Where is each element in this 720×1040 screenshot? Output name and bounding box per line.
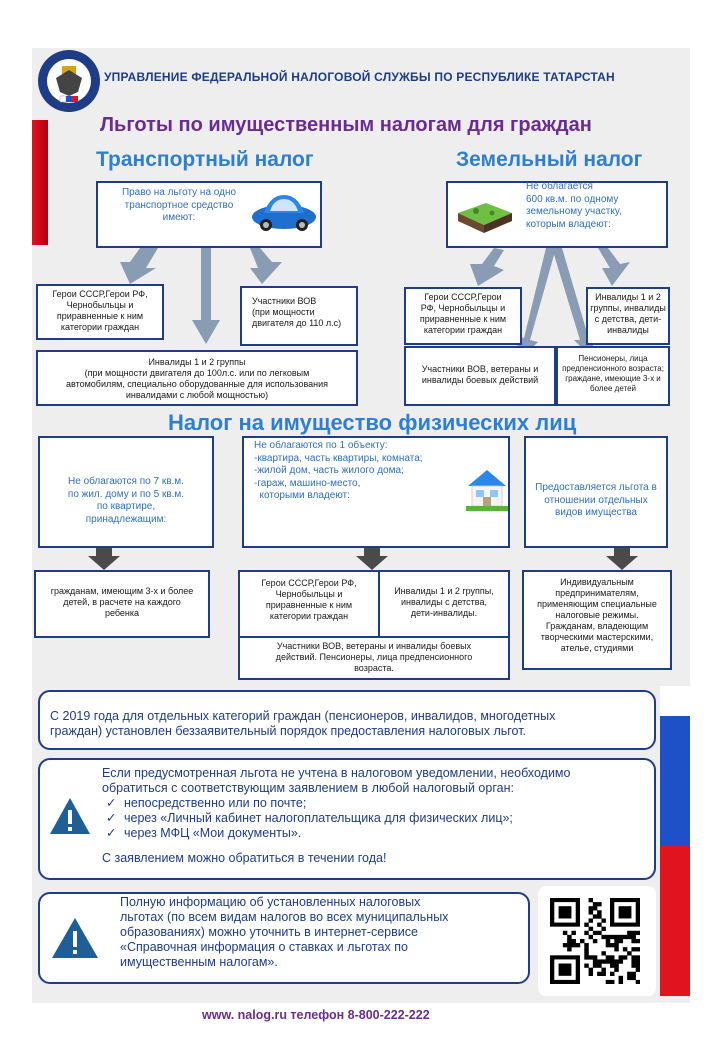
transport-top-line2: транспортное средство [124,199,234,211]
transport-veterans-line1: Участники ВОВ [252,296,317,306]
land-top-line1: Не облагается [526,181,593,192]
property-mid-heroes-box [238,570,380,638]
land-heroes-box [404,287,522,345]
transport-disabled-line2: (при мощности двигателя до 100л.с. или по легковым [84,368,310,378]
transport-disabled-box [36,350,358,406]
transport-heroes-line4: категории граждан [60,322,140,332]
property-mid-veterans-box [238,636,510,680]
property-left-top-line1: Не облагаются по 7 кв.м. [68,476,184,487]
car-icon [250,191,318,233]
property-mid-veterans-line3: возраста. [354,663,394,673]
land-veterans-line1: Участники ВОВ, ветераны и [421,364,539,374]
qr-code-icon [550,898,640,984]
property-mid-top-box [242,436,510,548]
warning-icon [50,916,100,960]
transport-heroes-line2: Чернобыльцы и [66,300,134,310]
land-heroes-line3: приравненные к ним [419,314,507,324]
transport-heroes-line3: приравненные к ним [56,311,144,321]
property-mid-veterans-line1: Участники ВОВ, ветераны и инвалиды боевых [276,641,472,651]
notice-apply-box [38,758,656,880]
notice-apply-intro2: обратиться с соответствующим заявлением в любой налоговый орган: [102,781,514,795]
transport-top-line1: Право на льготу на одно [121,187,237,198]
warning-icon [48,796,92,836]
notice-apply-outro: С заявлением можно обратиться в течении года! [102,851,387,865]
property-mid-top-line4: -гараж, машино-место, [254,477,361,489]
property-mid-disabled-line2: инвалиды с детства, [401,597,487,607]
transport-disabled-line1: Инвалиды 1 и 2 группы [148,357,246,367]
land-heroes-line2: РФ, Чернобыльцы и [420,303,506,313]
land-veterans-box [404,346,556,406]
property-right-bottom-box [522,570,672,670]
land-top-line2: 600 кв.м. по одному [526,193,619,205]
property-mid-disabled-line3: дети-инвалиды. [410,608,478,618]
notice-info-line1: Полную информацию об установленных налоговых [120,895,421,909]
transport-disabled-line4: инвалидами с любой мощностью) [125,390,269,400]
property-left-bottom-line3: ребенка [104,608,140,618]
property-tax-heading: Налог на имущество физических лиц [168,410,577,435]
transport-top-box [96,181,322,248]
property-right-top-line3: видов имущества [555,507,637,518]
property-mid-top-line1: Не облагаются по 1 объекту: [254,440,388,451]
property-mid-top-line2: -квартира, часть квартиры, комната; [254,452,423,464]
org-name: УПРАВЛЕНИЕ ФЕДЕРАЛЬНОЙ НАЛОГОВОЙ СЛУЖБЫ ПО РЕСПУБЛИКЕ ТАТАРСТАН [104,70,615,84]
notice-apply-list [102,796,654,841]
transport-disabled-line3: автомобилям, специально оборудованные для использования [65,379,329,389]
land-pensioners-line3: граждане, имеющие 3-х и [565,374,661,383]
transport-tax-heading: Транспортный налог [96,148,314,171]
land-top-box [446,181,668,248]
property-mid-top-line3: -жилой дом, часть жилого дома; [254,465,404,476]
notice-2019-box [38,690,656,750]
transport-heroes-line1: Герои СССР,Герои РФ, [52,289,148,299]
notice-apply-item-cabinet: ✓ через «Личный кабинет налогоплательщика для физических лиц»; [102,811,654,826]
land-pensioners-line4: более детей [590,384,636,393]
transport-veterans-line3: двигателя до 110 л.с) [252,318,342,328]
transport-veterans-line2: (при мощности [252,307,315,317]
land-disabled-line3: с детства, дети- [594,314,662,324]
property-mid-heroes-line1: Герои СССР,Герои РФ, [261,578,357,588]
property-left-bottom-line1: гражданам, имеющим 3-х и более [50,586,194,596]
land-top-line4: которым владеют: [526,218,611,230]
notice-info-line3: образованиях) можно уточнить в интернет-сервисе [120,925,418,939]
notice-2019-line2: граждан) установлен беззаявительный порядок предоставления налоговых льгот. [50,724,527,738]
property-right-bottom-line1: Индивидуальным [560,577,634,587]
land-disabled-line4: инвалиды [607,325,649,335]
property-mid-disabled-line1: Инвалиды 1 и 2 группы, [394,586,494,596]
property-left-top-box [38,436,214,548]
property-right-bottom-line2: предпринимателям, [555,588,639,598]
notice-info-line4: «Справочная информация о ставках и льготах по [120,940,408,954]
land-disabled-box [586,287,670,345]
property-left-top-line2: по жил. дому и по 5 кв.м. [67,488,185,500]
land-heroes-line1: Герои СССР,Герои [424,292,502,302]
property-right-bottom-line4: налоговые режимы. [555,610,639,620]
property-mid-heroes-line4: категории граждан [269,611,349,621]
property-right-top-box [524,436,668,548]
transport-heroes-box [36,284,164,340]
property-left-top-line3: по квартире, [96,501,156,512]
land-pensioners-line2: предпенсионного возраста; [562,364,664,373]
property-right-bottom-line7: ателье, студиями [560,643,634,653]
property-mid-heroes-line2: Чернобыльцы и [275,589,343,599]
notice-info-line5: имущественным налогам». [120,955,278,969]
notice-info-box [38,892,530,984]
property-left-bottom-box [34,570,210,638]
notice-apply-item-mfc: ✓ через МФЦ «Мои документы». [102,826,654,841]
property-right-bottom-line5: Гражданам, владеющим [545,621,649,631]
property-mid-veterans-line2: действий. Пенсионеры, лица предпенсионного [275,652,473,662]
land-plot-icon [454,191,516,235]
land-veterans-line2: инвалиды боевых действий [421,375,539,385]
property-mid-heroes-line3: приравненные к ним [265,600,353,610]
footer-contacts: www. nalog.ru телефон 8-800-222-222 [202,1008,430,1022]
land-pensioners-box [556,346,670,406]
qr-code-frame[interactable] [538,886,656,996]
property-right-top-line2: отношении отдельных [544,494,648,506]
property-right-bottom-line6: творческими мастерскими, [540,632,654,642]
notice-apply-item-post: ✓ непосредственно или по почте; [102,796,654,811]
property-right-bottom-line3: применяющим специальные [537,599,657,609]
page-title: Льготы по имущественным налогам для граждан [100,114,592,136]
land-tax-heading: Земельный налог [456,148,643,171]
notice-info-line2: льготах (по всем видам налогов во всех муниципальных [120,910,449,924]
land-pensioners-line1: Пенсионеры, лица [578,354,648,363]
transport-veterans-box [240,286,358,346]
property-left-top-line4: принадлежащим: [85,513,167,525]
land-disabled-line2: группы, инвалиды [590,303,666,313]
property-mid-disabled-box [378,570,510,638]
land-heroes-line4: категории граждан [423,325,503,335]
notice-apply-intro1: Если предусмотренная льгота не учтена в налоговом уведомлении, необходимо [102,766,571,780]
land-disabled-line1: Инвалиды 1 и 2 [595,292,661,302]
transport-top-line3: имеют: [162,212,196,223]
notice-2019-line1: С 2019 года для отдельных категорий граждан (пенсионеров, инвалидов, многодетных [50,709,556,723]
property-right-top-line1: Предоставляется льгота в [535,482,657,493]
property-mid-top-line5: которыми владеют: [254,490,350,501]
land-top-line3: земельному участку, [526,206,622,217]
house-icon [466,466,508,512]
property-left-bottom-line2: детей, в расчете на каждого [63,597,181,607]
